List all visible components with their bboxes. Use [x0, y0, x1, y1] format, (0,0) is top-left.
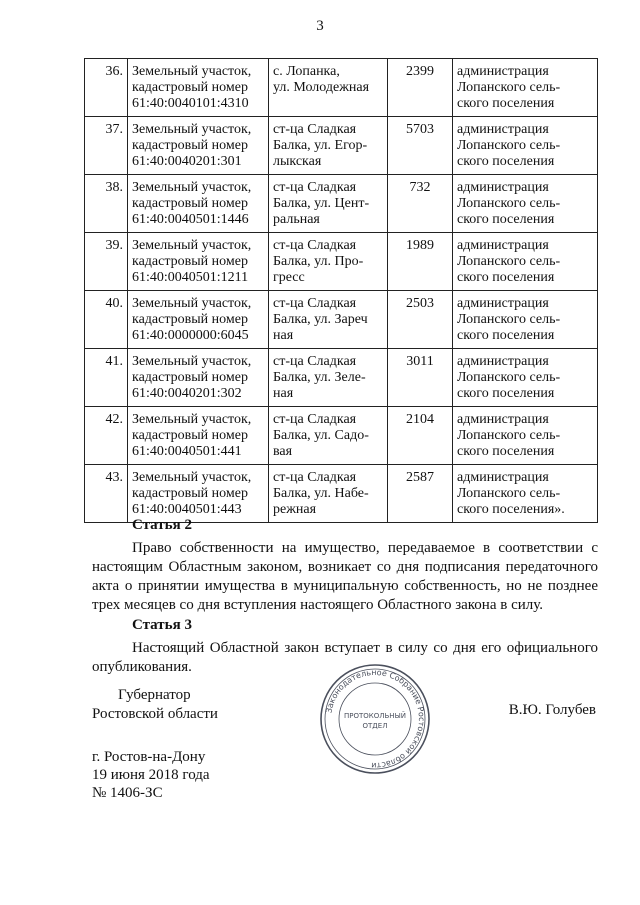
law-number: № 1406-ЗС [92, 785, 163, 801]
owner-cell-line: ского поселения [457, 270, 555, 285]
signatory-name: В.Ю. Голубев [508, 702, 596, 718]
location-cell-line: Балка, ул. Егор- [273, 138, 368, 153]
object-cell-line: 61:40:0040501:443 [132, 502, 242, 517]
signatory-role: Губернатор [118, 687, 191, 703]
location-cell [269, 407, 388, 465]
object-cell-line: 61:40:0040501:1446 [132, 212, 249, 227]
owner-cell-line: администрация [457, 354, 549, 369]
official-seal-stamp [318, 662, 432, 776]
object-cell-line: кадастровый номер [132, 312, 248, 327]
owner-cell-line: Лопанского сель- [457, 486, 561, 501]
owner-cell-line: ского поселения». [457, 502, 565, 517]
location-cell [269, 175, 388, 233]
object-cell [128, 407, 269, 465]
location-cell-line: ст-ца Сладкая [273, 412, 357, 427]
owner-cell-line: ского поселения [457, 444, 555, 459]
row-number-cell: 43. [85, 465, 128, 523]
owner-cell [453, 59, 598, 117]
row-number-cell: 36. [85, 59, 128, 117]
owner-cell [453, 465, 598, 523]
object-cell-line: Земельный участок, [132, 238, 252, 253]
owner-cell-line: администрация [457, 238, 549, 253]
location-cell-line: ул. Молодежная [273, 80, 370, 95]
owner-cell-line: ского поселения [457, 212, 555, 227]
table-row [85, 59, 598, 117]
row-number-cell: 42. [85, 407, 128, 465]
location-cell-line: Балка, ул. Зеле- [273, 370, 366, 385]
location-cell [269, 59, 388, 117]
location-cell-line: Балка, ул. Про- [273, 254, 364, 269]
object-cell-line: 61:40:0040101:4310 [132, 96, 249, 111]
area-cell: 5703 [388, 117, 453, 175]
row-number-cell: 41. [85, 349, 128, 407]
owner-cell-line: Лопанского сель- [457, 80, 561, 95]
location-cell-line: Балка, ул. Садо- [273, 428, 369, 443]
object-cell-line: 61:40:0040501:441 [132, 444, 242, 459]
area-cell: 2503 [388, 291, 453, 349]
article-3-text: Настоящий Областной закон вступает в силу со дня его официального опубликования. [92, 640, 598, 675]
location-cell-line: Балка, ул. Зареч [273, 312, 368, 327]
owner-cell [453, 349, 598, 407]
row-number-cell: 39. [85, 233, 128, 291]
object-cell-line: кадастровый номер [132, 80, 248, 95]
owner-cell-line: Лопанского сель- [457, 196, 561, 211]
owner-cell [453, 175, 598, 233]
object-cell [128, 465, 269, 523]
object-cell [128, 291, 269, 349]
object-cell-line: Земельный участок, [132, 64, 252, 79]
table-row [85, 349, 598, 407]
table-row [85, 407, 598, 465]
object-cell [128, 59, 269, 117]
area-cell: 1989 [388, 233, 453, 291]
owner-cell [453, 233, 598, 291]
location-cell [269, 465, 388, 523]
object-cell-line: 61:40:0000000:6045 [132, 328, 249, 343]
location-cell-line: ст-ца Сладкая [273, 354, 357, 369]
location-cell-line: ная [273, 328, 294, 343]
object-cell-line: Земельный участок, [132, 470, 252, 485]
location-cell-line: ст-ца Сладкая [273, 122, 357, 137]
object-cell-line: Земельный участок, [132, 296, 252, 311]
owner-cell-line: администрация [457, 180, 549, 195]
object-cell-line: кадастровый номер [132, 370, 248, 385]
table-row [85, 175, 598, 233]
property-table-body [85, 59, 598, 523]
date: 19 июня 2018 года [92, 767, 210, 783]
object-cell [128, 349, 269, 407]
area-cell: 732 [388, 175, 453, 233]
object-cell [128, 233, 269, 291]
object-cell [128, 175, 269, 233]
property-table [84, 58, 598, 523]
location-cell [269, 233, 388, 291]
location-cell [269, 291, 388, 349]
row-number-cell: 37. [85, 117, 128, 175]
object-cell-line: Земельный участок, [132, 122, 252, 137]
object-cell-line: 61:40:0040201:302 [132, 386, 242, 401]
article-2-text: Право собственности на имущество, передаваемое в соответствии с настоящим Областным законом, возникает со дня подписания передаточного акта о принятии имущества в муниципальную собственность, но не позднее трех месяцев со дня вступления настоящего Областного закона в силу. [92, 540, 598, 613]
row-number-cell: 38. [85, 175, 128, 233]
stamp-center-line2: ОТДЕЛ [362, 722, 388, 730]
location-cell-line: с. Лопанка, [273, 64, 340, 79]
owner-cell-line: администрация [457, 296, 549, 311]
owner-cell-line: администрация [457, 470, 549, 485]
object-cell-line: Земельный участок, [132, 412, 252, 427]
location-cell-line: гресс [273, 270, 305, 285]
object-cell-line: 61:40:0040201:301 [132, 154, 242, 169]
object-cell-line: кадастровый номер [132, 486, 248, 501]
owner-cell-line: администрация [457, 122, 549, 137]
row-number-cell: 40. [85, 291, 128, 349]
location-cell-line: ст-ца Сладкая [273, 470, 357, 485]
owner-cell [453, 117, 598, 175]
owner-cell-line: ского поселения [457, 386, 555, 401]
stamp-ring-text: Законодательное Собрание Ростовской области [324, 667, 427, 771]
table-row [85, 465, 598, 523]
area-cell: 2399 [388, 59, 453, 117]
city: г. Ростов-на-Дону [92, 749, 206, 765]
location-cell-line: ная [273, 386, 294, 401]
owner-cell-line: Лопанского сель- [457, 428, 561, 443]
signatory-region: Ростовской области [92, 706, 218, 722]
page-number: 3 [316, 18, 324, 34]
owner-cell-line: Лопанского сель- [457, 370, 561, 385]
object-cell [128, 117, 269, 175]
owner-cell [453, 407, 598, 465]
location-cell-line: Балка, ул. Набе- [273, 486, 369, 501]
owner-cell-line: ского поселения [457, 328, 555, 343]
location-cell-line: ральная [273, 212, 320, 227]
location-cell-line: ст-ца Сладкая [273, 180, 357, 195]
location-cell-line: ст-ца Сладкая [273, 296, 357, 311]
article-3-heading: Статья 3 [132, 617, 192, 633]
object-cell-line: 61:40:0040501:1211 [132, 270, 249, 285]
area-cell: 3011 [388, 349, 453, 407]
place-and-date [92, 748, 210, 802]
area-cell: 2104 [388, 407, 453, 465]
location-cell [269, 117, 388, 175]
owner-cell-line: администрация [457, 64, 549, 79]
article-2-heading: Статья 2 [132, 517, 192, 533]
location-cell [269, 349, 388, 407]
area-cell: 2587 [388, 465, 453, 523]
signatory-title [92, 686, 218, 724]
object-cell-line: кадастровый номер [132, 196, 248, 211]
owner-cell-line: Лопанского сель- [457, 138, 561, 153]
location-cell-line: лыкская [273, 154, 322, 169]
location-cell-line: Балка, ул. Цент- [273, 196, 370, 211]
owner-cell-line: ского поселения [457, 96, 555, 111]
object-cell-line: кадастровый номер [132, 428, 248, 443]
owner-cell-line: ского поселения [457, 154, 555, 169]
location-cell-line: режная [273, 502, 317, 517]
table-row [85, 233, 598, 291]
object-cell-line: кадастровый номер [132, 138, 248, 153]
stamp-center-line1: ПРОТОКОЛЬНЫЙ [343, 712, 407, 720]
owner-cell-line: администрация [457, 412, 549, 427]
table-row [85, 117, 598, 175]
location-cell-line: ст-ца Сладкая [273, 238, 357, 253]
object-cell-line: кадастровый номер [132, 254, 248, 269]
owner-cell-line: Лопанского сель- [457, 254, 561, 269]
owner-cell-line: Лопанского сель- [457, 312, 561, 327]
object-cell-line: Земельный участок, [132, 354, 252, 369]
location-cell-line: вая [273, 444, 293, 459]
object-cell-line: Земельный участок, [132, 180, 252, 195]
owner-cell [453, 291, 598, 349]
table-row [85, 291, 598, 349]
